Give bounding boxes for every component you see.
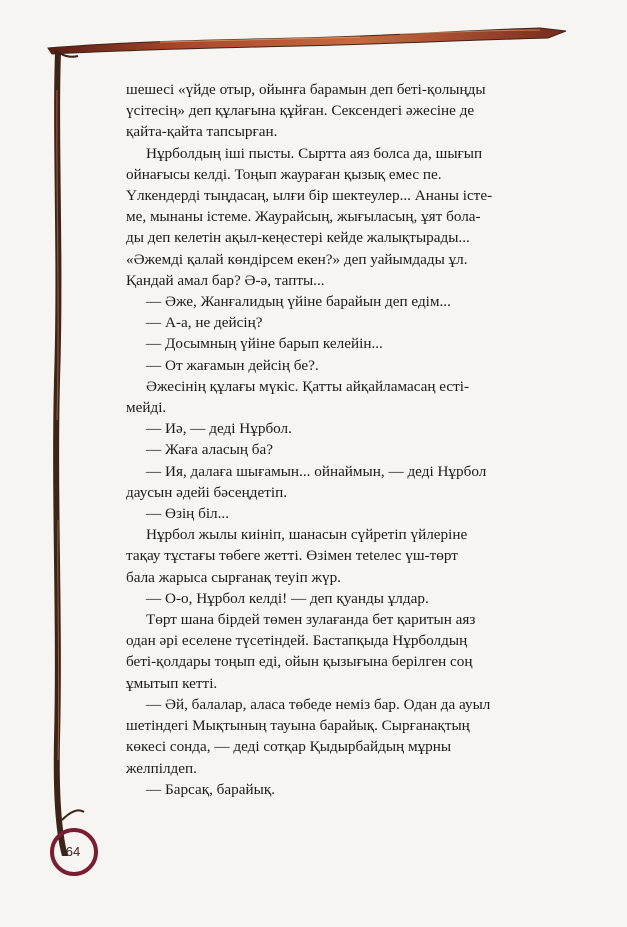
text-line: «Әжемді қалай көндірсем екен?» деп уайымдады ұл. [126, 250, 468, 268]
text-line: ды деп келетін ақыл-кеңестері кейде жалықтырады... [126, 229, 470, 247]
dialogue-line: — Жаға аласың ба? [146, 441, 273, 459]
dialogue-line: — А-а, не дейсің? [146, 314, 263, 332]
dialogue-line: — Әй, балалар, аласа төбеде неміз бар. Одан да ауыл [146, 695, 491, 713]
dialogue-line: — Барсақ, барайық. [146, 780, 275, 798]
text-line: тақау тұстағы төбеге жетті. Өзімен теtелес үш-төрт [126, 547, 458, 565]
text-line: Әжесінің құлағы мүкіс. Қатты айқайламасаң есті- [146, 377, 470, 395]
left-branch [53, 52, 68, 856]
text-line: Нұрболдың іші пысты. Сыртта аяз болса да, шығып [146, 144, 483, 162]
text-line: беті-қолдары тоңып еді, ойын қызығына берілген соң [126, 653, 473, 671]
dialogue-line: — Әже, Жанғалидың үйіне барайын деп едім... [146, 293, 451, 311]
text-line: ойнағысы келді. Тоңып жаураған қызық емес пе. [126, 165, 442, 183]
text-line: бала жарыса сырғанақ теуіп жүр. [126, 568, 341, 586]
dialogue-line: — Өзің біл... [146, 505, 230, 523]
page-number: 64 [65, 844, 81, 859]
text-line: ме, мынаны істеме. Жаурайсың, жығыласың, ұят бола- [126, 208, 481, 226]
text-line: шетіндегі Мықтының тауына барайық. Сырғанақтың [126, 717, 470, 735]
text-line: желпілдеп. [126, 759, 197, 777]
text-line: ұмытып кетті. [126, 674, 218, 692]
body-text [126, 79, 566, 800]
dialogue-line: — От жағамын дейсің бе?. [146, 356, 319, 374]
top-branch [48, 28, 566, 54]
dialogue-line: — Досымның үйіне барып келейін... [146, 335, 383, 353]
text-line: мейді. [126, 399, 167, 417]
dialogue-line: — О-о, Нұрбол келді! — деп қуанды ұлдар. [146, 589, 429, 607]
dialogue-line: — Ия, далаға шығамын... ойнаймын, — деді Нұрбол [146, 462, 487, 480]
text-line: Төрт шана бірдей төмен зулағанда бет қаритын аяз [146, 611, 476, 629]
text-line: көкесі сонда, — деді сотқар Қыдырбайдың мұрны [126, 738, 452, 756]
text-line: шешесі «үйде отыр, ойынға барамын деп беті-қолыңды [126, 81, 486, 98]
text-line: үсітесің» деп құлағына құйған. Сексендегі әжесіне де [126, 102, 475, 120]
text-line: одан әрі еселене түсетіндей. Бастапқыда Нұрболдың [126, 632, 468, 650]
text-line: қайта-қайта тапсырған. [126, 123, 278, 141]
dialogue-line: — Иә, — деді Нұрбол. [146, 420, 292, 438]
text-line: Үлкендерді тыңдасаң, ылғи бір шектеулер... Ананы істе- [126, 187, 493, 205]
text-line: Қандай амал бар? Ә-ә, тапты... [126, 271, 325, 289]
text-line: Нұрбол жылы киініп, шанасын сүйретіп үйлеріне [146, 526, 468, 544]
text-line: даусын әдейі бәсеңдетіп. [126, 483, 288, 501]
